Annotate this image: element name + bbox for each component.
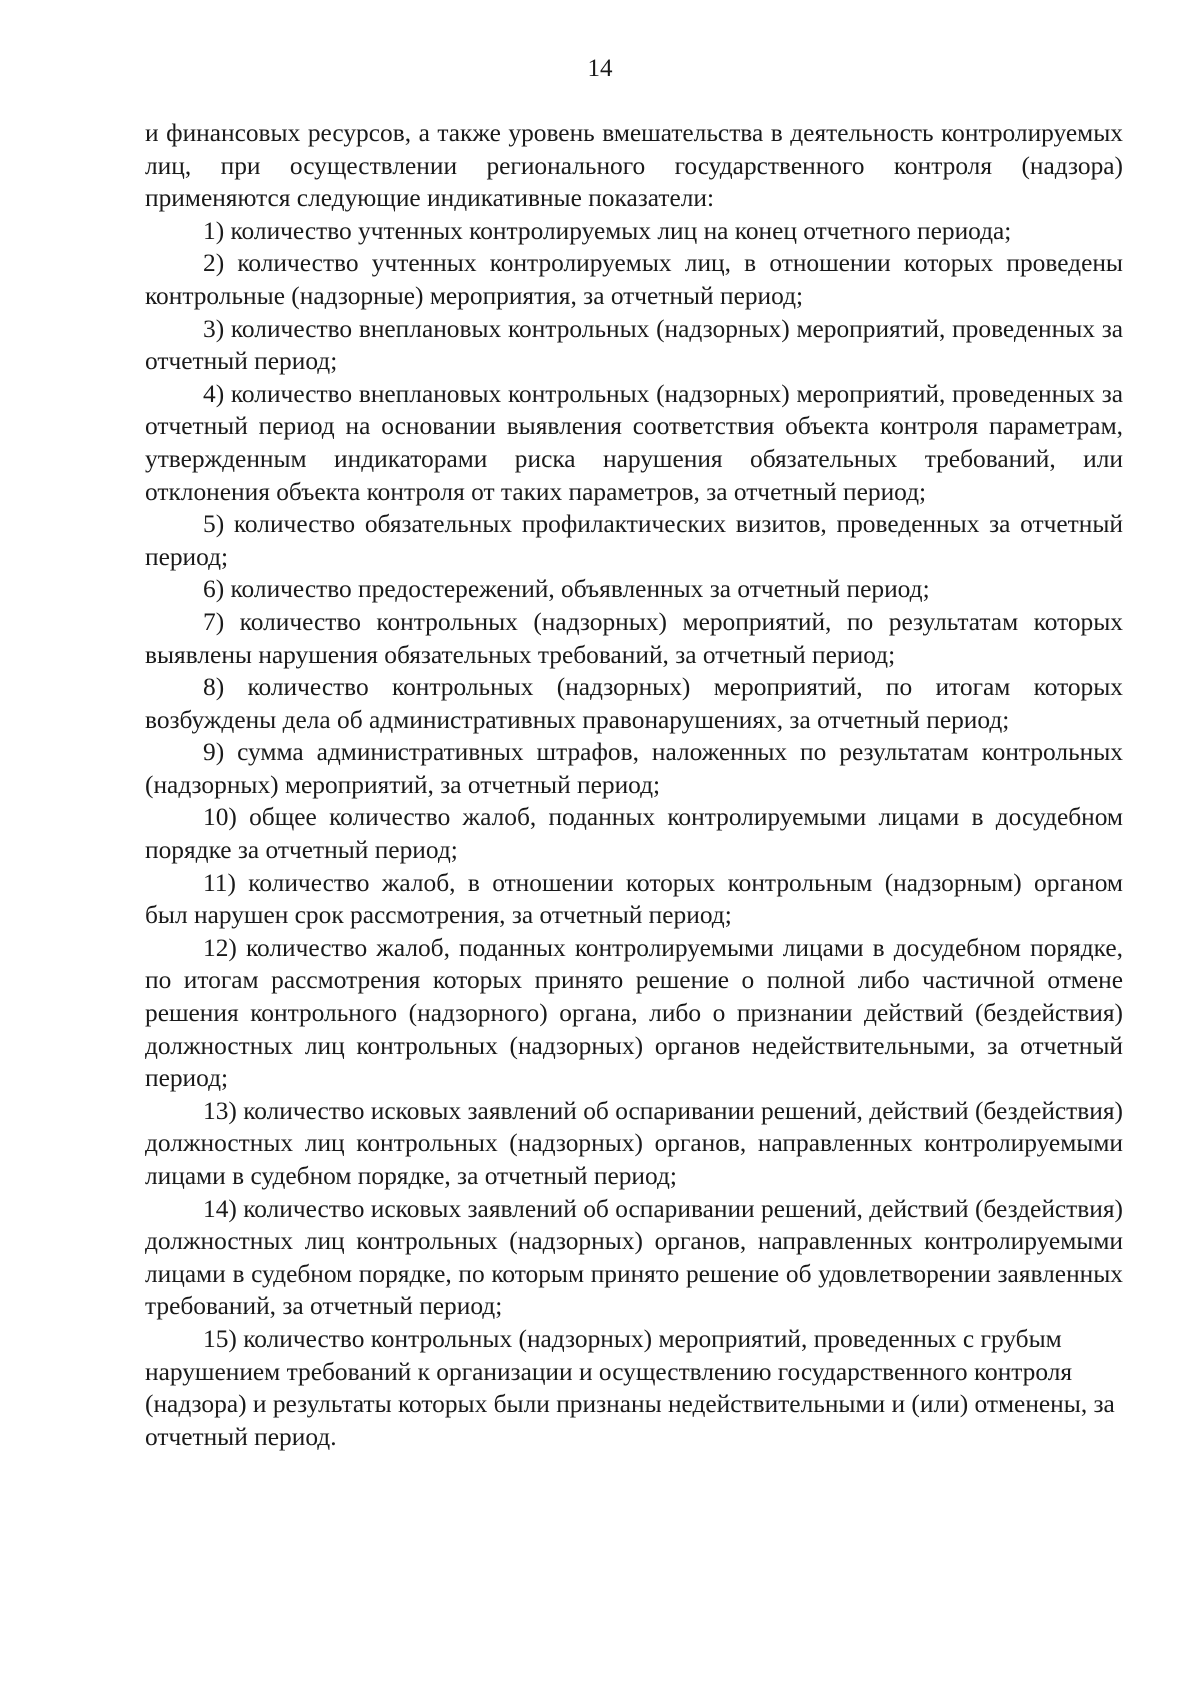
document-body: [145, 117, 1123, 1453]
indicator-item-11: 11) количество жалоб, в отношении которых контрольным (надзорным) органом был нарушен срок рассмотрения, за отчетный период;: [145, 868, 1123, 930]
indicator-item-14: 14) количество исковых заявлений об оспаривании решений, действий (бездействия) должностных лиц контрольных (надзорных) органов, направленных контролируемыми лицами в судебном порядке, по которым принято решение об удовлетворении заявленных требований, за отчетный период;: [145, 1194, 1123, 1321]
indicator-item-6: 6) количество предостережений, объявленных за отчетный период;: [203, 575, 930, 604]
indicator-item-9: 9) сумма административных штрафов, наложенных по результатам контрольных (надзорных) мероприятий, за отчетный период;: [145, 738, 1123, 799]
indicator-item-2: 2) количество учтенных контролируемых лиц, в отношении которых проведены контрольные (надзорные) мероприятия, за отчетный период;: [145, 249, 1123, 310]
indicator-item-4: 4) количество внеплановых контрольных (надзорных) мероприятий, проведенных за отчетный период на основании выявления соответствия объекта контроля параметрам, утвержденным индикаторами риска нарушения обязательных требований, или отклонения объекта контроля от таких параметров, за отчетный период;: [145, 379, 1123, 506]
paragraph-continuation: и финансовых ресурсов, а также уровень вмешательства в деятельность контролируемых лиц, при осуществлении регионального государственного контроля (надзора) применяются следующие индикативные показатели:: [145, 119, 1123, 213]
indicator-item-8: 8) количество контрольных (надзорных) мероприятий, по итогам которых возбуждены дела об административных правонарушениях, за отчетный период;: [145, 673, 1123, 734]
indicator-item-3: 3) количество внеплановых контрольных (надзорных) мероприятий, проведенных за отчетный период;: [145, 314, 1123, 376]
indicator-item-1: 1) количество учтенных контролируемых лиц на конец отчетного периода;: [203, 216, 1012, 245]
indicator-item-15: 15) количество контрольных (надзорных) мероприятий, проведенных с грубым нарушением требований к организации и осуществлению государственного контроля (надзора) и результаты которых были признаны недействительными и (или) отменены, за отчетный период.: [145, 1324, 1115, 1451]
page-number: 14: [587, 55, 613, 82]
indicator-item-10: 10) общее количество жалоб, поданных контролируемыми лицами в досудебном порядке за отчетный период;: [145, 803, 1123, 865]
indicator-item-13: 13) количество исковых заявлений об оспаривании решений, действий (бездействия) должностных лиц контрольных (надзорных) органов, направленных контролируемыми лицами в судебном порядке, за отчетный период;: [145, 1096, 1123, 1190]
indicator-item-7: 7) количество контрольных (надзорных) мероприятий, по результатам которых выявлены нарушения обязательных требований, за отчетный период;: [145, 607, 1123, 669]
indicator-item-5: 5) количество обязательных профилактических визитов, проведенных за отчетный период;: [145, 510, 1123, 571]
indicator-item-12: 12) количество жалоб, поданных контролируемыми лицами в досудебном порядке, по итогам рассмотрения которых принято решение о полной либо частичной отмене решения контрольного (надзорного) органа, либо о признании действий (бездействия) должностных лиц контрольных (надзорных) органов недействительными, за отчетный период;: [145, 933, 1123, 1093]
